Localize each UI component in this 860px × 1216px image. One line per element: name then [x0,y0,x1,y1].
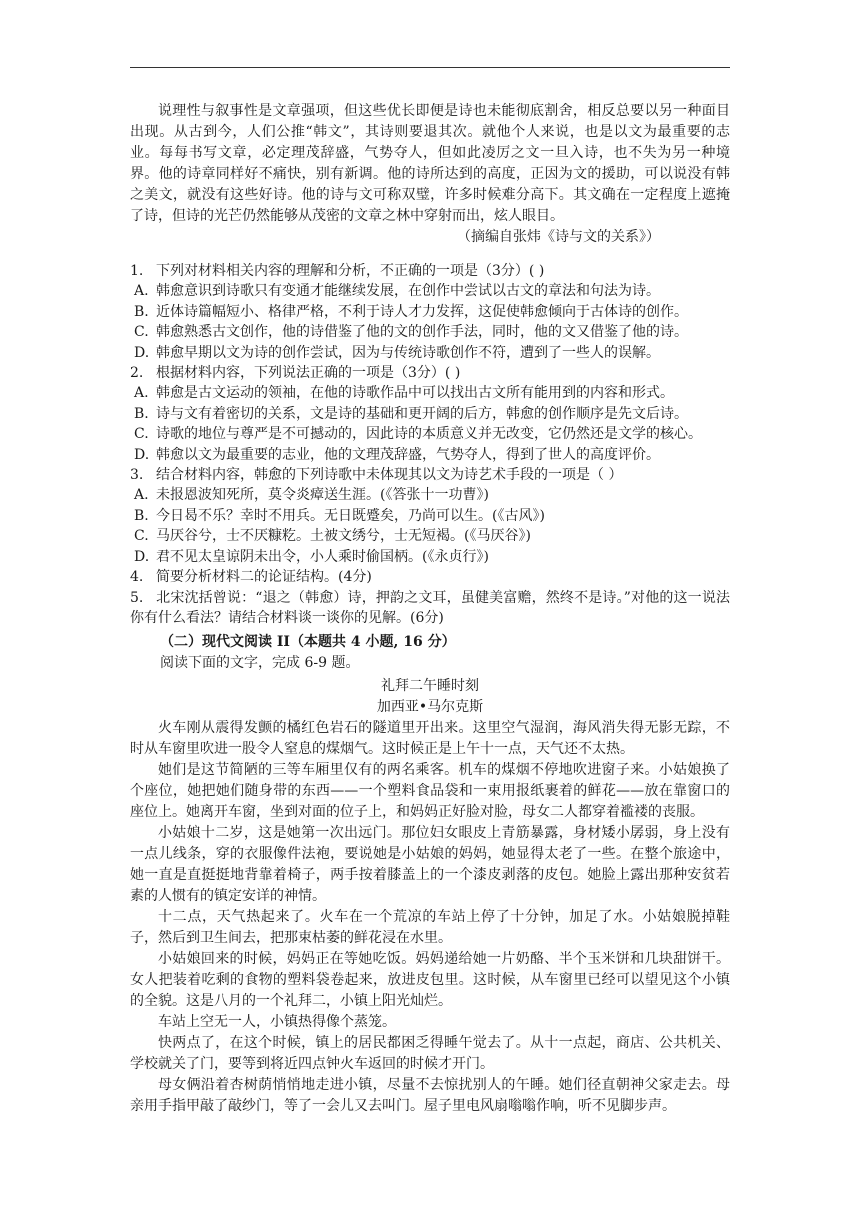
option-letter: B. [134,507,149,524]
story-author: 加西亚•马尔克斯 [376,699,484,715]
question-stem: 简要分析材料二的论证结构。(4分) [156,569,372,586]
question-1 [130,261,730,281]
question-1-option [130,322,730,342]
option-text: 君不见太皇谅阴未出令，小人乘时偷国柄。(《永贞行》) [156,548,489,565]
option-text: 韩愈是古文运动的领袖，在他的诗歌作品中可以找出古文所有能用到的内容和形式。 [156,385,674,402]
question-3-option [130,526,730,546]
question-number: 5. [130,589,144,606]
question-2-option [130,445,730,465]
question-stem: 结合材料内容，韩愈的下列诗歌中未体现其以文为诗艺术手段的一项是（ ） [156,467,623,484]
question-3-option [130,547,730,567]
question-3-option [130,485,730,505]
question-number: 1. [130,263,144,279]
story-paragraph: 母女俩沿着杏树荫悄悄地走进小镇，尽量不去惊扰别人的午睡。她们径直朝神父家走去。母亲用手指甲敲了敲纱门，等了一会儿又去叫门。屋子里电风扇嗡嗡作响，听不见脚步声。 [130,1077,730,1114]
option-text: 韩愈以文为最重要的志业，他的文理茂辞盛，气势夺人，得到了世人的高度评价。 [156,446,660,463]
option-letter: A. [134,283,149,300]
question-1-option [130,343,730,363]
option-text: 韩愈意识到诗歌只有变通才能继续发展，在创作中尝试以古文的章法和句法为诗。 [156,283,660,300]
question-2-option [130,404,730,424]
story-paragraph: 十二点，天气热起来了。火车在一个荒凉的车站上停了十分钟，加足了水。小姑娘脱掉鞋子，然后到卫生间去，把那束枯萎的鲜花浸在水里。 [130,909,730,946]
story-paragraph: 车站上空无一人，小镇热得像个蒸笼。 [158,1014,396,1030]
passage-paragraph: 说理性与叙事性是文章强项，但这些优长即便是诗也未能彻底割舍，相反总要以另一种面目出现。从古到今，人们公推“韩文”，其诗则要退其次。就他个人来说，也是以文为最重要的志业。每每书写文章，必定理茂辞盛，气势夺人，但如此凌厉之文一旦入诗，也不失为另一种境界。他的诗章同样好不痛快，别有新调。他的诗所达到的高度，正因为文的援助，可以说没有韩之美文，就没有这些好诗。他的诗与文可称双璧，许多时候难分高下。其文确在一定程度上遮掩了诗，但诗的光芒仍然能够从茂密的文章之林中穿射而出，炫人眼目。 [130,103,730,224]
option-letter: D. [134,446,150,463]
question-number: 3. [130,467,144,484]
question-list [130,261,730,628]
question-4 [130,567,730,587]
story-paragraph: 小姑娘回来的时候，妈妈正在等她吃饭。妈妈递给她一片奶酪、半个玉米饼和几块甜饼干。女人把装着吃剩的食物的塑料袋卷起来，放进皮包里。这时候，从车窗里已经可以望见这个小镇的全貌。这是八月的一个礼拜二，小镇上阳光灿烂。 [130,951,730,1009]
story-body [130,718,730,1117]
option-text: 今日曷不乐？幸时不用兵。无日既蹙矣，乃尚可以生。(《古风》) [156,507,545,524]
section-modern-reading-2 [130,632,730,1117]
question-2 [130,363,730,383]
question-3 [130,465,730,485]
question-number: 2. [130,365,144,382]
option-letter: A. [134,487,149,504]
section-title: （二）现代文阅读 II（本题共 4 小题, 16 分） [160,634,456,650]
question-stem: 北宋沈括曾说：“退之（韩愈）诗，押韵之文耳，虽健美富赡，然终不是诗。”对他的这一说法你有什么看法？请结合材料谈一谈你的见解。(6分) [130,589,730,626]
option-letter: C. [134,426,149,443]
question-1-option [130,281,730,301]
option-letter: D. [134,548,150,565]
option-letter: B. [134,303,149,320]
option-text: 韩愈熟悉古文创作，他的诗借鉴了他的文的创作手法，同时，他的文又借鉴了他的诗。 [156,324,688,341]
option-letter: C. [134,528,149,545]
option-text: 马厌谷兮，士不厌糠籺。土被文绣兮，士无短褐。(《马厌谷》) [156,528,531,545]
option-letter: D. [134,344,150,361]
option-letter: B. [134,405,149,422]
story-title: 礼拜二午睡时刻 [381,678,479,694]
question-2-option [130,383,730,403]
option-text: 韩愈早期以文为诗的创作尝试，因为与传统诗歌创作不符，遭到了一些人的误解。 [156,344,660,361]
question-stem: 下列对材料相关内容的理解和分析，不正确的一项是（3分）( ) [156,263,545,279]
option-text: 诗与文有着密切的关系，文是诗的基础和更开阔的后方，韩愈的创作顺序是先文后诗。 [156,405,688,422]
passage-source: （摘编自张炜《诗与文的关系》） [457,229,660,245]
question-1-option [130,302,730,322]
option-text: 近体诗篇幅短小、格律严格，不利于诗人才力发挥，这促使韩愈倾向于古体诗的创作。 [156,303,688,320]
question-number: 4. [130,569,144,586]
passage-end [130,101,730,248]
question-3-option [130,506,730,526]
story-paragraph: 快两点了，在这个时候，镇上的居民都困乏得睡午觉去了。从十一点起，商店、公共机关、学校就关了门，要等到将近四点钟火车返回的时候才开门。 [130,1035,730,1072]
section-instruction: 阅读下面的文字，完成 6-9 题。 [160,655,360,671]
option-text: 未报恩波知死所，莫令炎瘴送生涯。(《答张十一功曹》) [156,487,489,504]
story-paragraph: 小姑娘十二岁，这是她第一次出远门。那位妇女眼皮上青筋暴露，身材矮小孱弱，身上没有一点儿线条，穿的衣服像件法袍，要说她是小姑娘的妈妈，她显得太老了一些。在整个旅途中，她一直是直挺挺地背靠着椅子，两手按着膝盖上的一个漆皮剥落的皮包。她脸上露出那种安贫若素的人惯有的镇定安详的神情。 [130,825,730,904]
question-2-option [130,424,730,444]
question-5 [130,588,730,629]
story-paragraph: 火车刚从震得发颤的橘红色岩石的隧道里开出来。这里空气湿润，海风消失得无影无踪，不时从车窗里吹进一股令人窒息的煤烟气。这时候正是上午十一点，天气还不太热。 [130,720,730,757]
story-paragraph: 她们是这节简陋的三等车厢里仅有的两名乘客。机车的煤烟不停地吹进窗子来。小姑娘换了个座位，她把她们随身带的东西——一个塑料食品袋和一束用报纸裹着的鲜花——放在靠窗口的座位上。她离开车窗，坐到对面的位子上，和妈妈正好脸对脸，母女二人都穿着褴褛的丧服。 [130,762,730,820]
option-letter: A. [134,385,149,402]
option-text: 诗歌的地位与尊严是不可撼动的，因此诗的本质意义并无改变，它仍然还是文学的核心。 [156,426,702,443]
option-letter: C. [134,324,149,341]
question-stem: 根据材料内容，下列说法正确的一项是（3分）( ) [156,365,461,382]
header-rule [130,67,730,68]
